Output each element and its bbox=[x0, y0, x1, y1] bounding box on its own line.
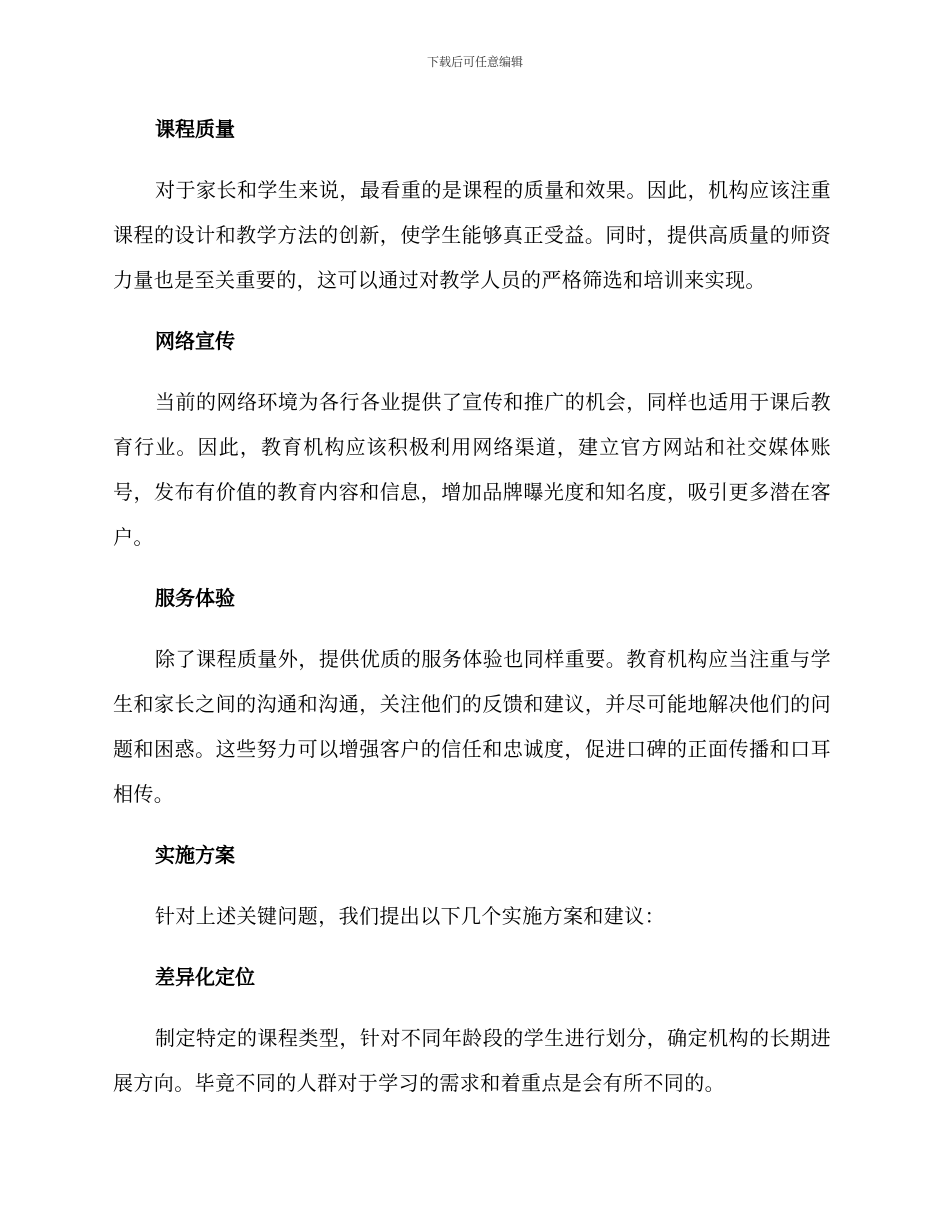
section-heading-implementation-plan: 实施方案 bbox=[155, 843, 235, 867]
document-body bbox=[113, 111, 831, 1106]
section-paragraph-service-experience: 除了课程质量外，提供优质的服务体验也同样重要。教育机构应当注重与学生和家长之间的沟通和沟通，关注他们的反馈和建议，并尽可能地解决他们的问题和困惑。这些努力可以增强客户的信任和忠诚度，促进口碑的正面传播和口耳相传。 bbox=[113, 647, 831, 806]
section-heading-online-promotion: 网络宣传 bbox=[155, 329, 235, 353]
section-heading-service-experience: 服务体验 bbox=[155, 586, 235, 610]
section-paragraph-implementation-plan: 针对上述关键问题，我们提出以下几个实施方案和建议： bbox=[155, 904, 665, 928]
section-heading-course-quality: 课程质量 bbox=[155, 117, 235, 141]
section-paragraph-differentiated-positioning: 制定特定的课程类型，针对不同年龄段的学生进行划分，确定机构的长期进展方向。毕竟不同的人群对于学习的需求和着重点是会有所不同的。 bbox=[113, 1026, 831, 1095]
section-paragraph-online-promotion: 当前的网络环境为各行各业提供了宣传和推广的机会，同样也适用于课后教育行业。因此，教育机构应该积极利用网络渠道，建立官方网站和社交媒体账号，发布有价值的教育内容和信息，增加品牌曝光度和知名度，吸引更多潜在客户。 bbox=[113, 390, 831, 549]
header-note: 下载后可任意编辑 bbox=[426, 55, 523, 69]
section-heading-differentiated-positioning: 差异化定位 bbox=[155, 965, 255, 989]
section-paragraph-course-quality: 对于家长和学生来说，最看重的是课程的质量和效果。因此，机构应该注重课程的设计和教学方法的创新，使学生能够真正受益。同时，提供高质量的师资力量也是至关重要的，这可以通过对教学人员的严格筛选和培训来实现。 bbox=[113, 178, 831, 292]
